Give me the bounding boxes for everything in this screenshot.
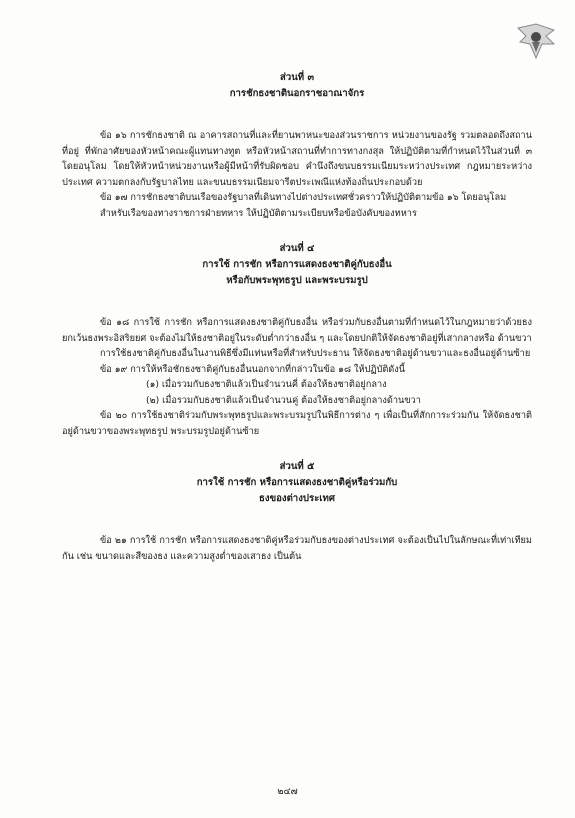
section-5-subtitle-line-1: การใช้ การชัก หรือการแสดงธงชาติคู่หรือร่วมกับ — [196, 477, 398, 488]
clause-17: ข้อ ๑๗ การชักธงชาติบนเรือของรัฐบาลที่เดินทางไปต่างประเทศชั่วคราวให้ปฏิบัติตามข้อ ๑๖ โดยอนุโลม — [100, 192, 507, 203]
clause-19-item-1: (๑) เมื่อรวมกับธงชาติแล้วเป็นจำนวนคี่ ต้องให้ธงชาติอยู่กลาง — [146, 379, 387, 390]
page-number: ๒๔๗ — [277, 786, 298, 797]
section-4-title: ส่วนที่ ๔ — [279, 243, 315, 254]
section-4-subtitle-line-2: หรือกับพระพุทธรูป และพระบรมรูป — [226, 275, 368, 286]
ceremony-flag-note: การใช้ธงชาติคู่กับธงอื่นในงานพิธีซึ่งมีแท่นหรือที่สำหรับประธาน ให้จัดธงชาติอยู่ด้านขวาและธงอื่นอยู่ด้านซ้าย — [100, 348, 531, 359]
section-3-subtitle: การชักธงชาตินอกราชอาณาจักร — [229, 88, 365, 99]
military-vessel-note: สำหรับเรือของทางราชการฝ่ายทหาร ให้ปฏิบัติตามระเบียบหรือข้อบังคับของทหาร — [100, 207, 417, 219]
section-4-subtitle-line-1: การใช้ การชัก หรือการแสดงธงชาติคู่กับธงอื่น — [202, 259, 392, 270]
section-5-subtitle-line-2: ธงของต่างประเทศ — [259, 493, 335, 504]
clause-16: ข้อ ๑๖ การชักธงชาติ ณ อาคารสถานที่และที่ยานพาหนะของส่วนราชการ หน่วยงานของรัฐ รวมตลอดถึงสถานที่อยู่ ที่พักอาศัยของหัวหน้าคณะผู้แทนทางทูต หรือหัวหน้าสถานที่ทำการทางกงสุล ให้ปฏิบัติตามที่กำหนดไว้ในส่วนที่ ๓ โดยอนุโลม โดยให้หัวหน้าหน่วยงานหรือผู้มีหน้าที่รับผิดชอบ คำนึงถึงขนบธรรมเนียมระหว่างประเทศ กฎหมายระหว่างประเทศ ความตกลงกับรัฐบาลไทย และขนบธรรมเนียมจารีตประเพณีแห่งท้องถิ่นประกอบด้วย — [62, 130, 532, 188]
clause-20: ข้อ ๒๐ การใช้ธงชาติร่วมกับพระพุทธรูปและพระบรมรูปในพิธีการต่าง ๆ เพื่อเป็นที่สักการะร่วมกัน ให้จัดธงชาติอยู่ด้านขวาของพระพุทธรูป พระบรมรูปอยู่ด้านซ้าย — [62, 410, 532, 437]
garuda-emblem-icon — [516, 22, 556, 62]
clause-21: ข้อ ๒๑ การใช้ การชัก หรือการแสดงธงชาติคู่หรือร่วมกับธงของต่างประเทศ จะต้องเป็นไปในลักษณะที่เท่าเทียมกัน เช่น ขนาดและสีของธง และความสูงต่ำของเสาธง เป็นต้น — [62, 535, 532, 562]
document-body — [62, 70, 532, 564]
section-3-title: ส่วนที่ ๓ — [279, 72, 315, 83]
section-5-title: ส่วนที่ ๕ — [279, 461, 315, 472]
clause-18: ข้อ ๑๘ การใช้ การชัก หรือการแสดงธงชาติคู่กับธงอื่น หรือร่วมกับธงอื่นตามที่กำหนดไว้ในกฎหมายว่าด้วยธง ยกเว้นธงพระอิสริยยศ จะต้องไม่ให้ธงชาติอยู่ในระดับต่ำกว่าธงอื่น ๆ และโดยปกติให้จัดธงชาติอยู่ที่เสากลางหรือ ด้านขวา — [62, 317, 532, 344]
clause-19: ข้อ ๑๙ การให้หรือชักธงชาติคู่กับธงอื่นนอกจากที่กล่าวในข้อ ๑๘ ให้ปฏิบัติดังนี้ — [100, 363, 406, 375]
clause-19-item-2: (๒) เมื่อรวมกับธงชาติแล้วเป็นจำนวนคู่ ต้องให้ธงชาติอยู่กลางด้านขวา — [146, 394, 421, 406]
